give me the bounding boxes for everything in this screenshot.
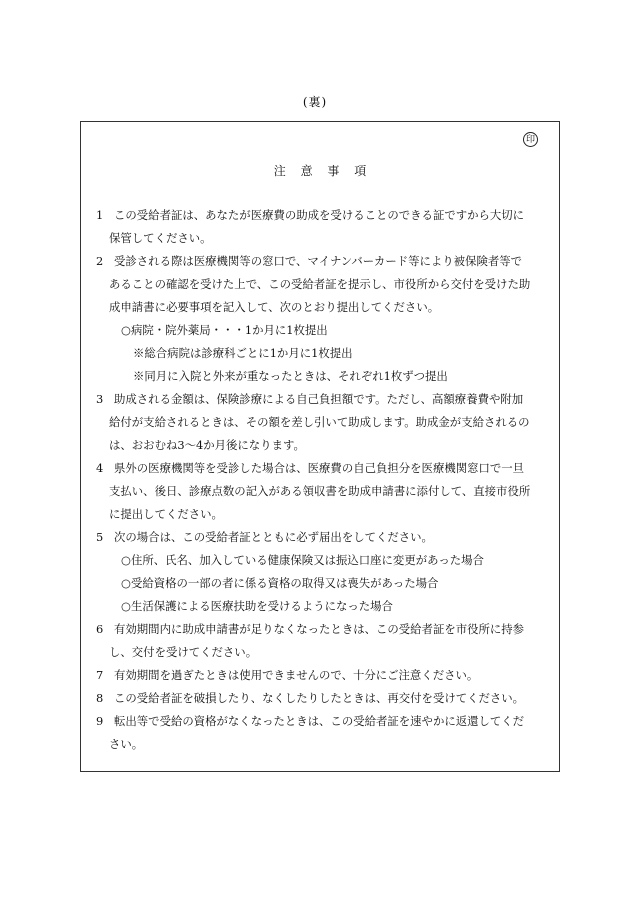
item-text: 有効期間を過ぎたときは使用できませんので、十分にご注意ください。 [114,668,479,682]
item-text: この受給者証を破損したり、なくしたりしたときは、再交付を受けてください。 [114,691,525,705]
item-text: に提出してください。 [109,507,223,521]
item-text: あることの確認を受けた上で、この受給者証を提示し、市役所から交付を受けた助 [109,277,531,291]
sub-item-text: ○住所、氏名、加入している健康保険又は振込口座に変更があった場合 [121,553,484,567]
item-number: 2 [96,254,104,268]
sub-item-text: ※同月に入院と外来が重なったときは、それぞれ1枚ずつ提出 [133,369,448,383]
item-text: 県外の医療機関等を受診した場合は、医療費の自己負担分を医療機関窓口で一旦 [114,461,525,475]
item-number: 7 [96,668,104,682]
item-text: この受給者証は、あなたが医療費の助成を受けることのできる証ですから大切に [114,208,525,222]
item-number: 3 [96,392,104,406]
list-item [96,204,548,227]
sub-item-text: ○受給資格の一部の者に係る資格の取得又は喪失があった場合 [121,576,439,590]
notice-list [96,204,548,756]
item-text: 転出等で受給の資格がなくなったときは、この受給者証を速やかに返還してくだ [114,714,525,728]
list-item [96,687,548,710]
sub-item-text: ○生活保護による医療扶助を受けるようになった場合 [121,599,393,613]
item-number: 5 [96,530,104,544]
item-number: 1 [96,208,104,222]
item-text: し、交付を受けてください。 [109,645,258,659]
item-number: 4 [96,461,104,475]
list-item [96,618,548,641]
item-number: 8 [96,691,104,705]
list-item [96,526,548,549]
item-number: 9 [96,714,104,728]
item-text: 有効期間内に助成申請書が足りなくなったときは、この受給者証を市役所に持参 [114,622,525,636]
item-text: 成申請書に必要事項を記入して、次のとおり提出してください。 [109,300,440,314]
item-text: 助成される金額は、保険診療による自己負担額です。ただし、高額療養費や附加 [114,392,524,406]
list-item [96,710,548,733]
list-item [96,388,548,411]
sub-item-text: ○病院・院外薬局・・・1か月に1枚提出 [121,323,328,337]
item-text: さい。 [109,737,144,751]
item-text: 受診される際は医療機関等の窓口で、マイナンバーカード等により被保険者等で [114,254,523,268]
seal-stamp-icon: 印 [523,132,538,147]
list-item [96,457,548,480]
list-item [96,664,548,687]
item-number: 6 [96,622,104,636]
sub-item-text: ※総合病院は診療科ごとに1か月に1枚提出 [133,346,353,360]
list-item [96,250,548,273]
page-side-label: (裏) [302,95,328,109]
notice-title: 注 意 事 項 [273,164,367,178]
item-text: 給付が支給されるときは、その額を差し引いて助成します。助成金が支給されるの [109,415,530,429]
item-text: 次の場合は、この受給者証とともに必ず届出をしてください。 [114,530,433,544]
item-text: は、おおむね3〜4か月後になります。 [109,438,305,452]
item-text: 支払い、後日、診療点数の記入がある領収書を助成申請書に添付して、直接市役所 [109,484,531,498]
item-text: 保管してください。 [109,231,212,245]
